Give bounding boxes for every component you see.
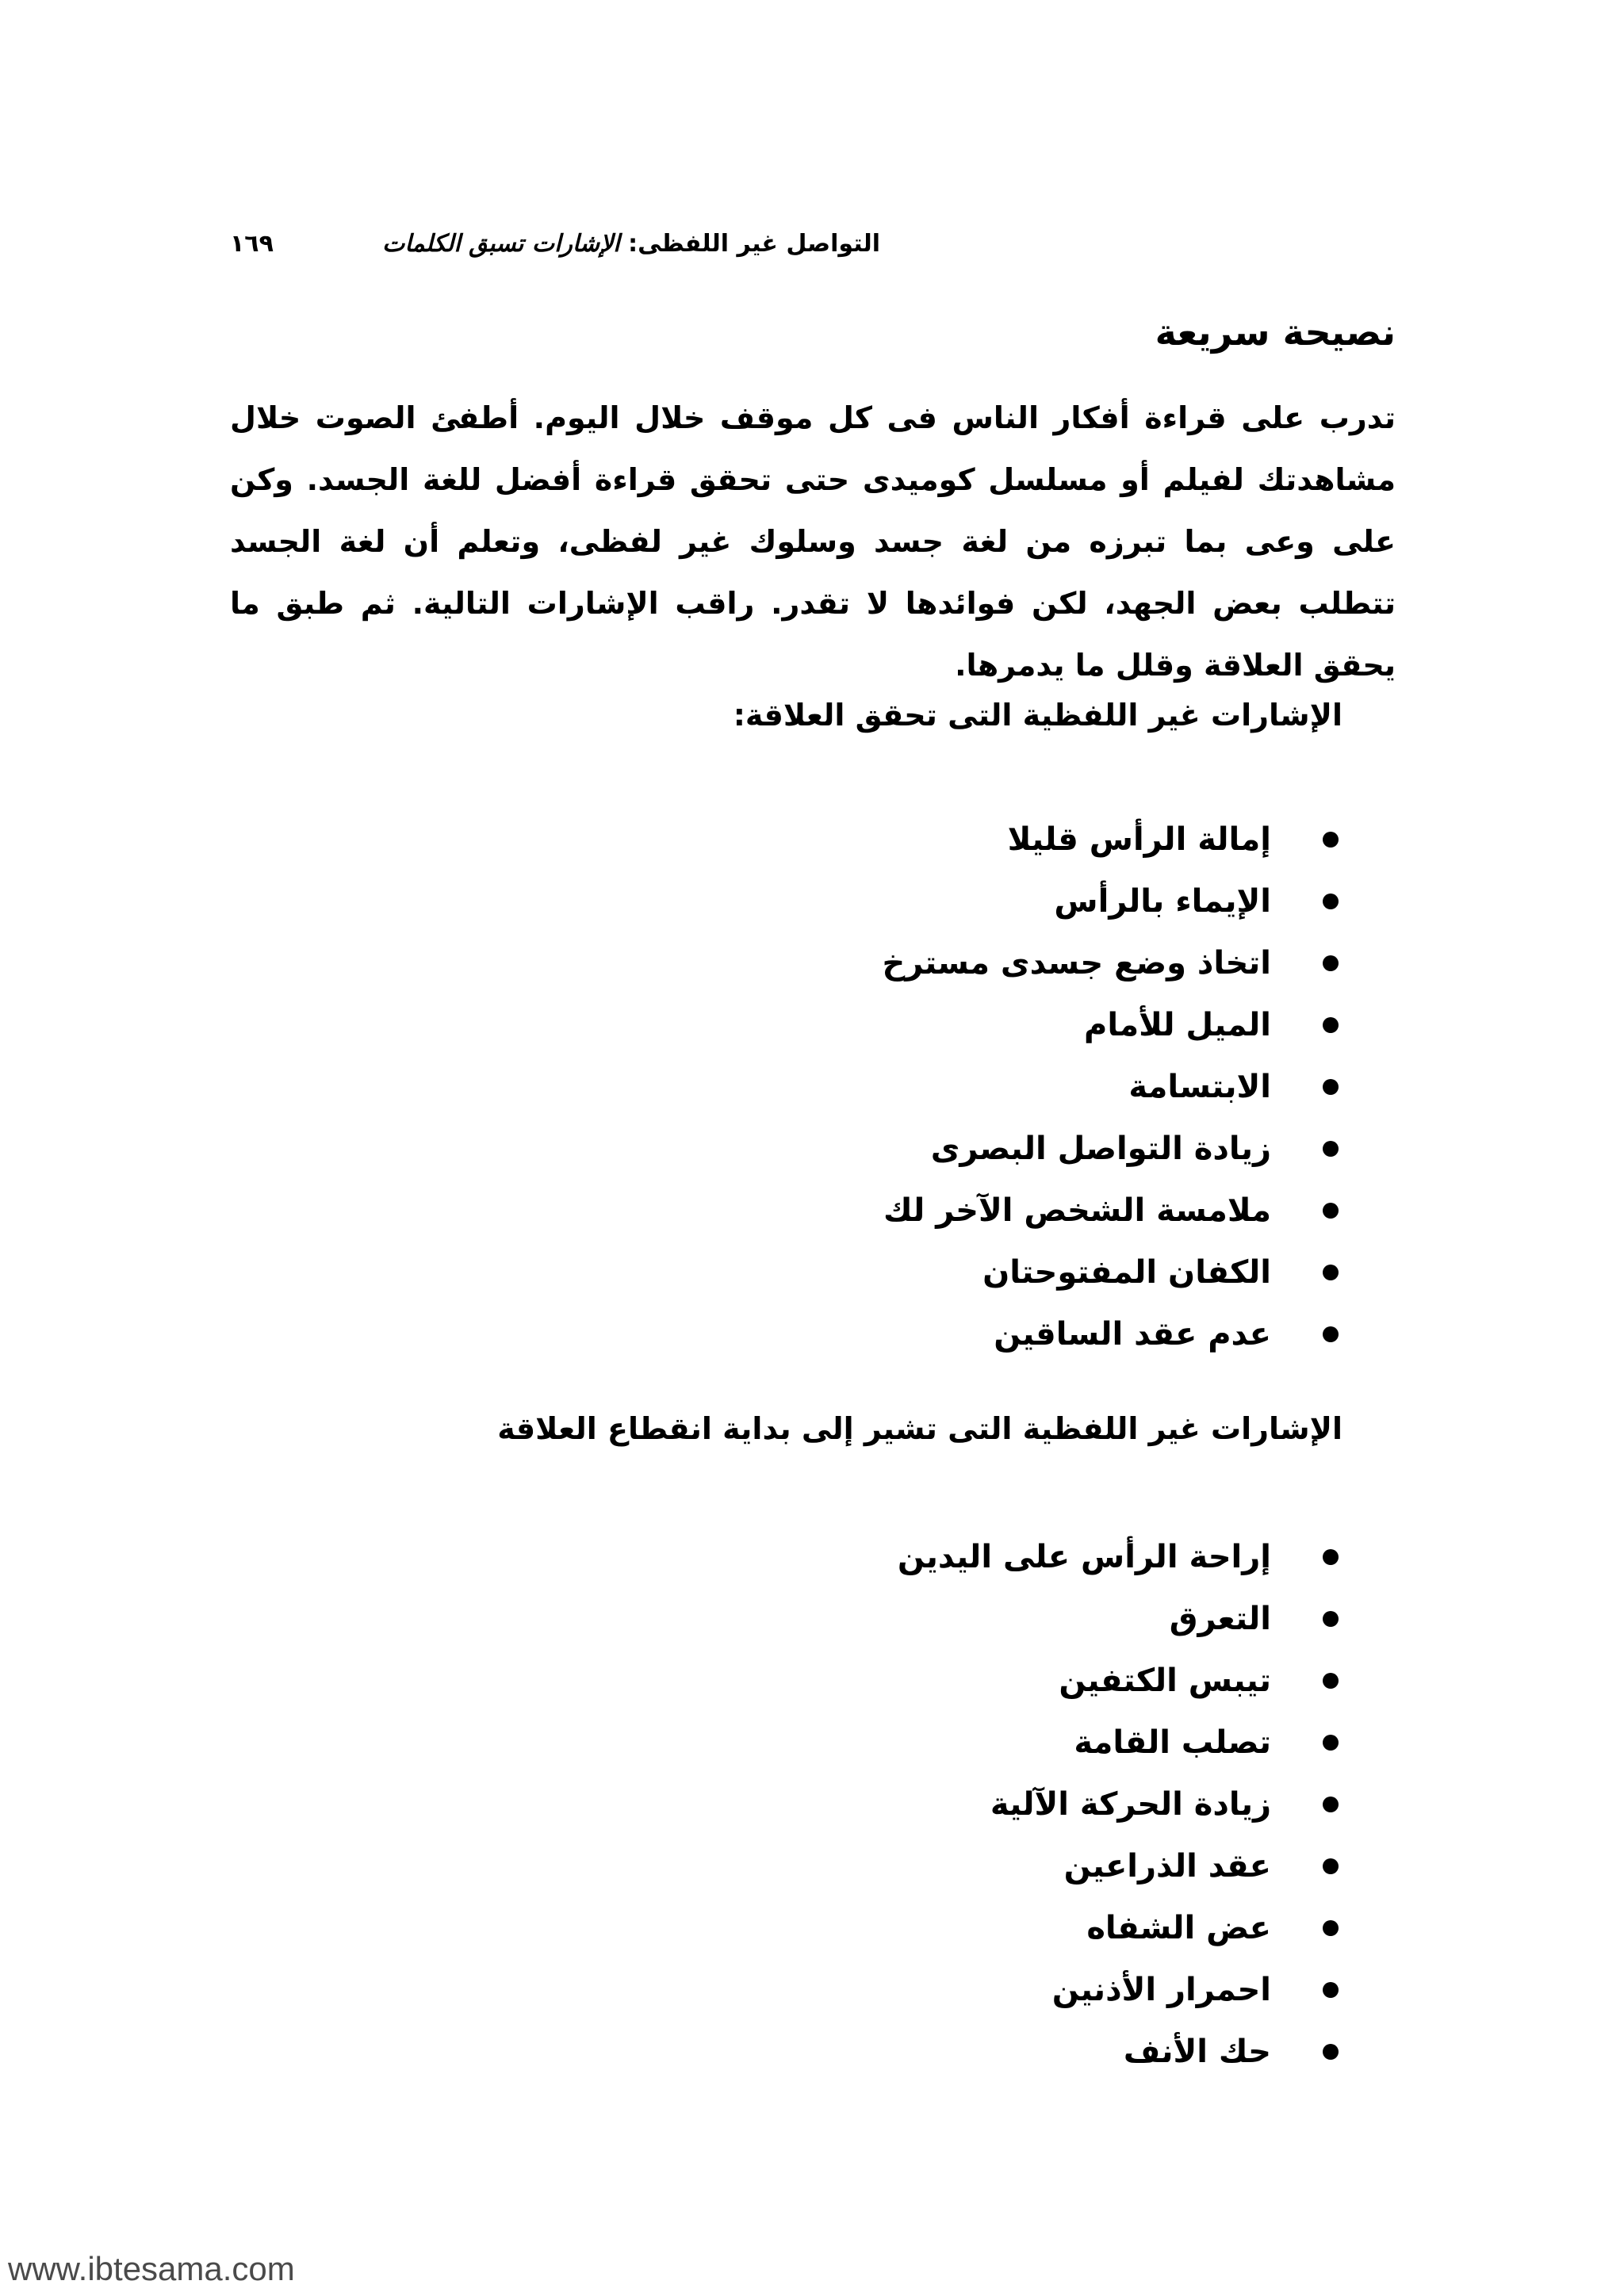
watermark: www.ibtesama.com [8, 2250, 295, 2287]
list-item [882, 994, 1339, 1056]
list-item-text: الكفان المفتوحتان [982, 1254, 1271, 1291]
positive-signs-list [882, 809, 1339, 1365]
list-item-text: احمرار الأذنين [1051, 1972, 1271, 2008]
running-header [230, 224, 880, 263]
bullet-icon [1323, 1611, 1339, 1627]
list-item [898, 2021, 1339, 2083]
list-item [882, 1056, 1339, 1118]
list-item [882, 1242, 1339, 1303]
page-number: ١٦٩ [230, 229, 274, 258]
bullet-icon [1323, 1673, 1339, 1689]
running-title [382, 230, 880, 258]
list-item [882, 809, 1339, 871]
list-item-text: تصلب القامة [1074, 1724, 1271, 1761]
list-item [898, 1650, 1339, 1712]
list-item-text: تيبس الكتفين [1059, 1663, 1271, 1699]
list-item-text: عدم عقد الساقين [994, 1316, 1271, 1353]
list-item-text: زيادة الحركة الآلية [990, 1786, 1271, 1823]
list-item [898, 1835, 1339, 1897]
negative-signs-list [898, 1526, 1339, 2083]
positive-signs-heading: الإشارات غير اللفظية التى تحقق العلاقة: [733, 698, 1342, 733]
bullet-icon [1323, 955, 1339, 971]
list-item-text: إمالة الرأس قليلا [1007, 821, 1271, 858]
bullet-icon [1323, 1735, 1339, 1751]
list-item [882, 1303, 1339, 1365]
section-heading: نصيحة سريعة [1155, 311, 1396, 354]
list-item-text: إراحة الرأس على اليدين [897, 1539, 1271, 1575]
list-item [882, 932, 1339, 994]
intro-paragraph: تدرب على قراءة أفكار الناس فى كل موقف خلال اليوم. أطفئ الصوت خلال مشاهدتك لفيلم أو مسلسل كوميدى حتى تحقق قراءة أفضل للغة الجسد. وكن على وعى بما تبرزه من لغة جسد وسلوك غير لفظى، وتعلم أن لغة الجسد تتطلب بعض الجهد، لكن فوائدها لا تقدر. راقب الإشارات التالية. ثم طبق ما يحقق العلاقة وقلل ما يدمرها. [230, 400, 1396, 683]
bullet-icon [1323, 1017, 1339, 1033]
list-item [882, 1118, 1339, 1180]
list-item [898, 1897, 1339, 1959]
list-item-text: عض الشفاه [1086, 1910, 1271, 1946]
list-item [898, 1712, 1339, 1774]
bullet-icon [1323, 1549, 1339, 1565]
bullet-icon [1323, 894, 1339, 909]
list-item-text: حك الأنف [1123, 2034, 1271, 2070]
list-item [882, 1180, 1339, 1242]
bullet-icon [1323, 2044, 1339, 2060]
running-title-emphasis: الإشارات تسبق الكلمات [382, 229, 620, 258]
bullet-icon [1323, 1141, 1339, 1157]
bullet-icon [1323, 1079, 1339, 1095]
bullet-icon [1323, 1326, 1339, 1342]
list-item-text: الميل للأمام [1084, 1007, 1271, 1043]
list-item-text: زيادة التواصل البصرى [930, 1131, 1271, 1167]
bullet-icon [1323, 1982, 1339, 1998]
negative-signs-heading: الإشارات غير اللفظية التى تشير إلى بداية انقطاع العلاقة [497, 1411, 1342, 1446]
list-item-text: الابتسامة [1128, 1069, 1271, 1105]
bullet-icon [1323, 1920, 1339, 1936]
list-item [898, 1588, 1339, 1650]
list-item-text: اتخاذ وضع جسدى مسترخ [882, 945, 1271, 982]
list-item-text: ملامسة الشخص الآخر لك [883, 1192, 1271, 1229]
running-title-main: التواصل غير اللفظى: [619, 229, 880, 258]
bullet-icon [1323, 1858, 1339, 1874]
bullet-icon [1323, 1797, 1339, 1812]
bullet-icon [1323, 1265, 1339, 1280]
bullet-icon [1323, 832, 1339, 848]
list-item-text: الإيماء بالرأس [1054, 883, 1271, 920]
list-item [898, 1959, 1339, 2021]
list-item-text: عقد الذراعين [1063, 1848, 1271, 1885]
list-item-text: التعرق [1169, 1601, 1271, 1637]
list-item [882, 871, 1339, 932]
list-item [898, 1526, 1339, 1588]
bullet-icon [1323, 1203, 1339, 1219]
list-item [898, 1774, 1339, 1835]
